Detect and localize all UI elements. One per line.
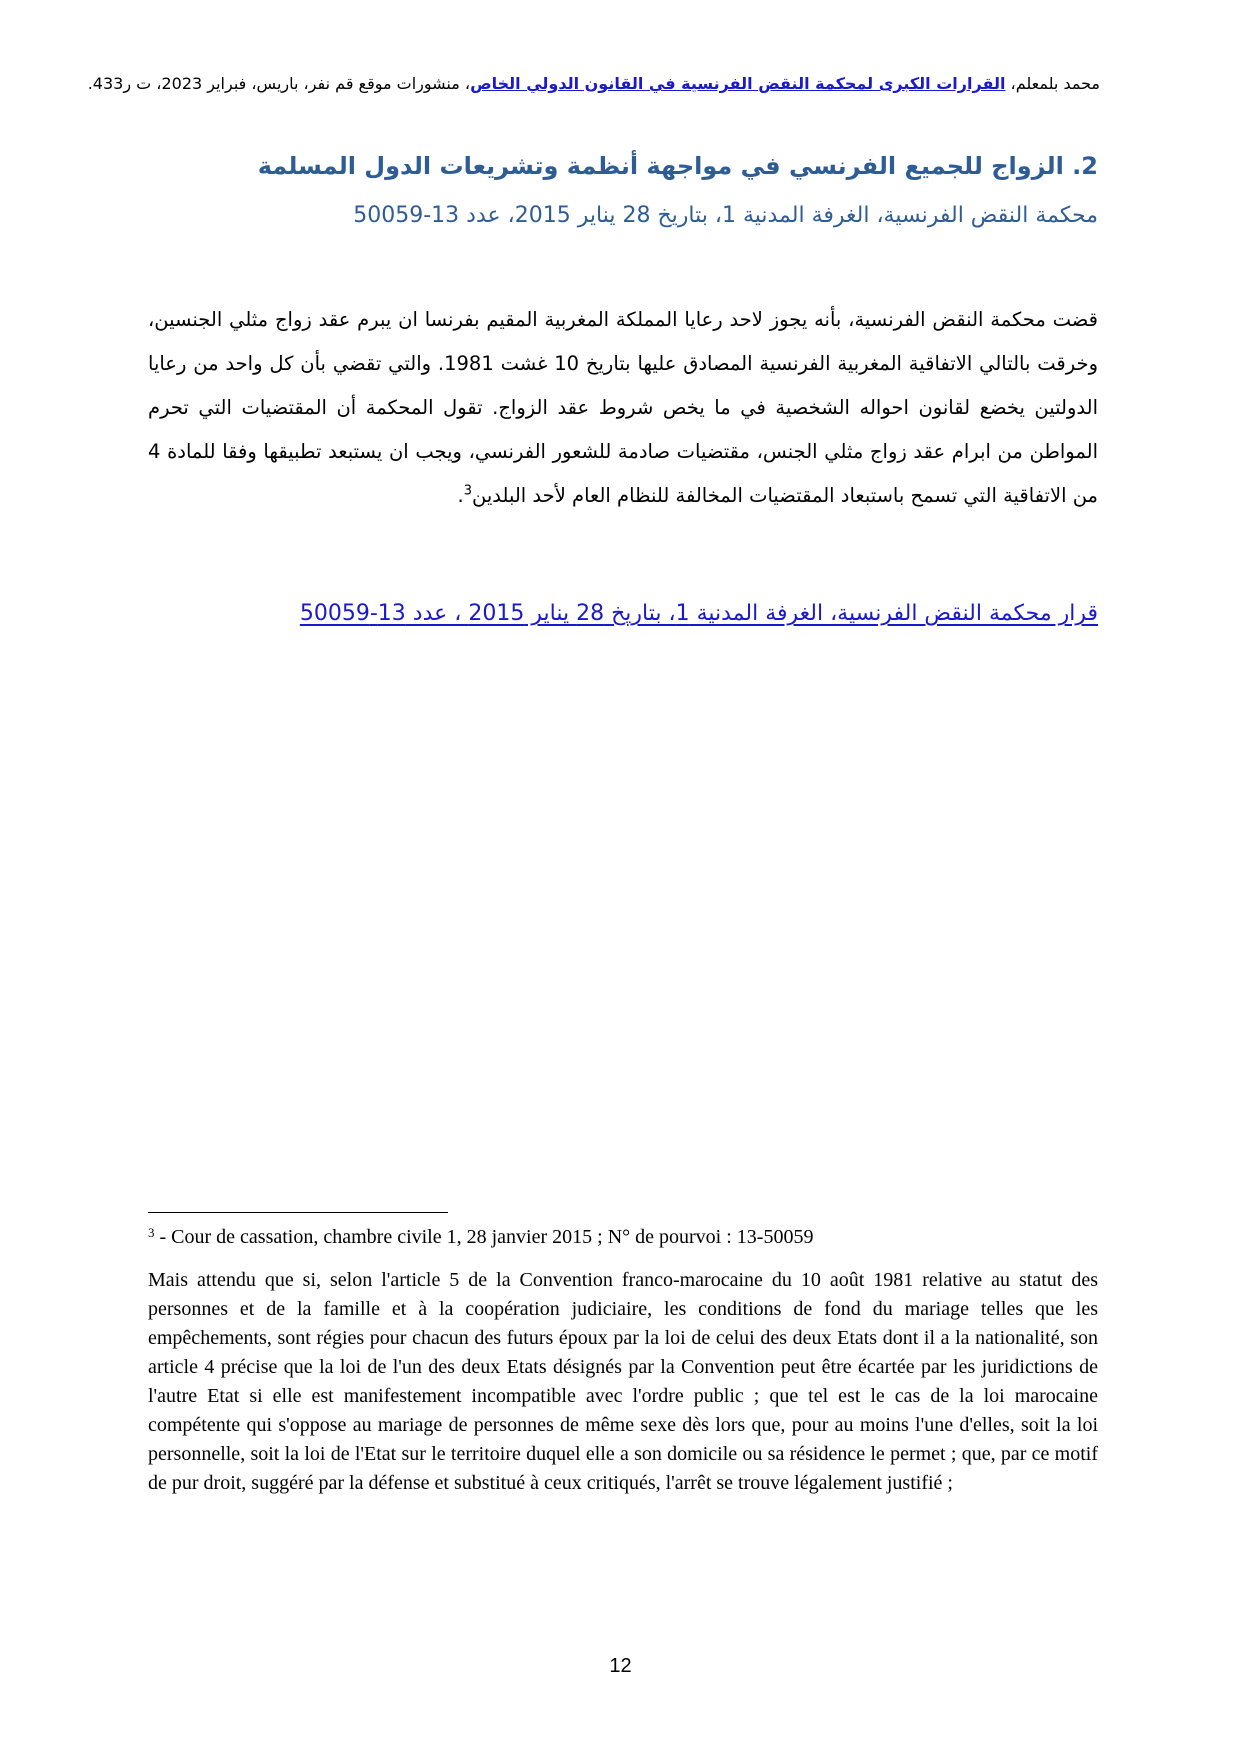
body-paragraph-end: .	[457, 484, 464, 507]
section-subtitle: محكمة النقض الفرنسية، الغرفة المدنية 1، بتاريخ 28 يناير 2015، عدد 13-50059	[353, 203, 1098, 228]
header-book-title-link[interactable]: القرارات الكبرى لمحكمة النقض الفرنسية في القانون الدولي الخاص	[470, 74, 1006, 93]
footnote-reference	[148, 1222, 1098, 1252]
page-number: 12	[609, 1655, 632, 1677]
section-title: 2. الزواج للجميع الفرنسي في مواجهة أنظمة وتشريعات الدول المسلمة	[257, 152, 1098, 180]
footnote-number: 3	[148, 1225, 155, 1240]
footnote-reference-text: - Cour de cassation, chambre civile 1, 28 janvier 2015 ; N° de pourvoi : 13-50059	[154, 1226, 814, 1248]
body-paragraph-text: قضت محكمة النقض الفرنسية، بأنه يجوز لاحد رعايا المملكة المغربية المقيم بفرنسا ان يبرم عقد زواج مثلي الجنسين، وخرقت بالتالي الاتفاقية المغربية الفرنسية المصادق عليها بتاريخ 10 غشت 1981. والتي تقضي بأن كل واحد من رعايا الدولتين يخضع لقانون احواله الشخصية في ما يخص شروط عقد الزواج. تقول المحكمة أن المقتضيات التي تحرم المواطن من ابرام عقد زواج مثلي الجنس، مقتضيات صادمة للشعور الفرنسي، ويجب ان يستبعد تطبيقها وفقا للمادة 4 من الاتفاقية التي تسمح باستبعاد المقتضيات المخالفة للنظام العام لأحد البلدين	[148, 308, 1098, 507]
decision-reference-link[interactable]	[140, 596, 1098, 632]
footnote-separator	[148, 1212, 448, 1213]
header-author: محمد بلمعلم،	[1005, 74, 1100, 93]
footnote-body: Mais attendu que si, selon l'article 5 de la Convention franco-marocaine du 10 août 1981 relative au statut des personnes et de la famille et à la coopération judiciaire, les conditions de fond du mariage telles que les empêchements, sont régies pour chacun des futurs époux par la loi de celui des deux Etats dont il a la nationalité, son article 4 précise que la loi de l'un des deux Etats désignés par la Convention peut être écartée par les juridictions de l'autre Etat si elle est manifestement incompatible avec l'ordre public ; que tel est le cas de la loi marocaine compétente qui s'oppose au mariage de personnes de même sexe dès lors que, pour au moins l'une d'elles, soit la loi personnelle, soit la loi de l'Etat sur le territoire duquel elle a son domicile ou sa résidence le permet ; que, par ce motif de pur droit, suggéré par la défense et substitué à ceux critiqués, l'arrêt se trouve légalement justifié ;	[148, 1269, 1098, 1494]
footnote-marker[interactable]: 3	[463, 483, 473, 499]
body-paragraph	[148, 298, 1098, 518]
running-header	[87, 72, 1100, 96]
decision-reference-link-text[interactable]: قرار محكمة النقض الفرنسية، الغرفة المدنية 1، بتاريخ 28 يناير 2015 ، عدد 13-50059	[299, 601, 1098, 626]
header-publisher: ، منشورات موقع قم نفر، باريس، فبراير 2023، ت ر433.	[87, 74, 471, 93]
